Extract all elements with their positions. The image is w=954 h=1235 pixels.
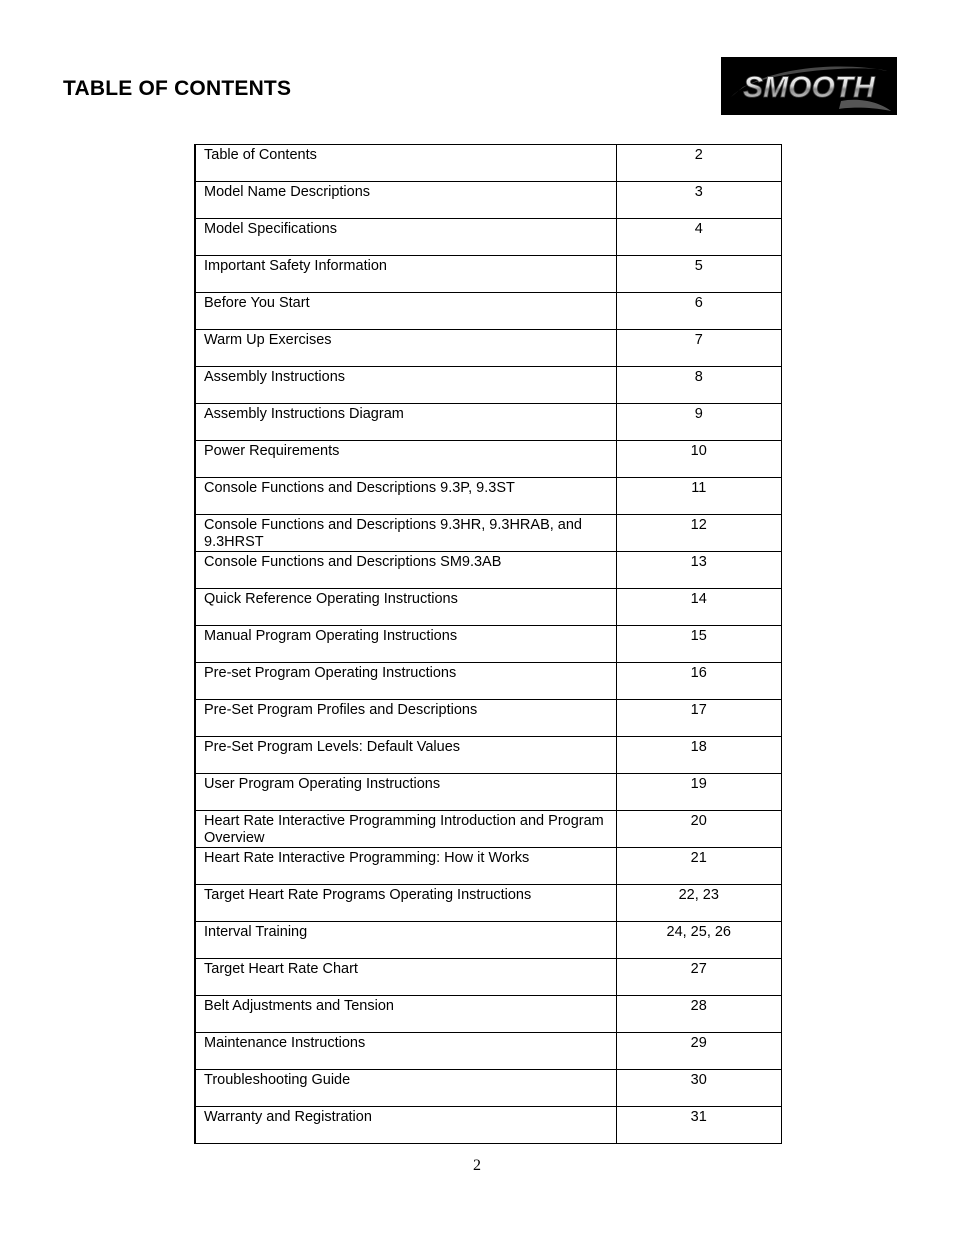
toc-entry-page: 31 [616,1107,782,1144]
toc-row [195,552,782,589]
toc-entry-page: 16 [616,663,782,700]
toc-entry-page: 7 [616,330,782,367]
toc-row [195,404,782,441]
toc-entry-title: Power Requirements [195,441,616,478]
toc-table [194,144,782,1144]
smooth-logo [721,57,897,115]
toc-entry-title: Quick Reference Operating Instructions [195,589,616,626]
toc-row [195,330,782,367]
page-title: TABLE OF CONTENTS [63,77,292,100]
toc-row [195,774,782,811]
toc-row [195,922,782,959]
toc-entry-title: User Program Operating Instructions [195,774,616,811]
toc-entry-page: 18 [616,737,782,774]
toc-row [195,1033,782,1070]
toc-row [195,367,782,404]
toc-entry-title: Important Safety Information [195,256,616,293]
toc-entry-page: 12 [616,515,782,552]
toc-row [195,293,782,330]
toc-row [195,959,782,996]
toc-entry-title: Warm Up Exercises [195,330,616,367]
toc-row [195,663,782,700]
toc-entry-title: Console Functions and Descriptions 9.3P, 9.3ST [195,478,616,515]
toc-entry-title: Before You Start [195,293,616,330]
toc-entry-page: 21 [616,848,782,885]
toc-entry-title: Pre-Set Program Profiles and Descriptions [195,700,616,737]
toc-row [195,700,782,737]
toc-row [195,145,782,182]
toc-entry-page: 13 [616,552,782,589]
toc-entry-title: Table of Contents [195,145,616,182]
toc-row [195,848,782,885]
toc-row [195,256,782,293]
toc-row [195,478,782,515]
toc-row [195,589,782,626]
logo-wordmark: SMOOTH [743,71,875,104]
smooth-logo-graphic [721,57,897,115]
toc-entry-title: Maintenance Instructions [195,1033,616,1070]
toc-entry-page: 24, 25, 26 [616,922,782,959]
toc-entry-page: 28 [616,996,782,1033]
toc-entry-title: Troubleshooting Guide [195,1070,616,1107]
toc-entry-title: Interval Training [195,922,616,959]
toc-entry-title: Target Heart Rate Chart [195,959,616,996]
toc-row [195,219,782,256]
toc-entry-page: 19 [616,774,782,811]
page-number: 2 [473,1157,481,1174]
toc-entry-title: Heart Rate Interactive Programming: How it Works [195,848,616,885]
toc-entry-page: 2 [616,145,782,182]
toc-entry-page: 6 [616,293,782,330]
toc-row [195,811,782,848]
toc-entry-title: Manual Program Operating Instructions [195,626,616,663]
toc-entry-page: 29 [616,1033,782,1070]
toc-entry-title: Heart Rate Interactive Programming Introduction and Program Overview [195,811,616,848]
toc-entry-page: 11 [616,478,782,515]
toc-row [195,996,782,1033]
toc-entry-title: Console Functions and Descriptions SM9.3AB [195,552,616,589]
toc-row [195,441,782,478]
toc-entry-page: 30 [616,1070,782,1107]
toc-row [195,626,782,663]
toc-entry-title: Assembly Instructions Diagram [195,404,616,441]
toc-entry-page: 14 [616,589,782,626]
toc-entry-page: 5 [616,256,782,293]
toc-entry-page: 3 [616,182,782,219]
toc-entry-title: Assembly Instructions [195,367,616,404]
toc-entry-page: 10 [616,441,782,478]
toc-entry-title: Target Heart Rate Programs Operating Instructions [195,885,616,922]
toc-row [195,182,782,219]
toc-entry-page: 17 [616,700,782,737]
toc-entry-page: 8 [616,367,782,404]
toc-entry-page: 20 [616,811,782,848]
toc-entry-title: Warranty and Registration [195,1107,616,1144]
toc-row [195,1107,782,1144]
toc-entry-title: Pre-set Program Operating Instructions [195,663,616,700]
toc-entry-page: 22, 23 [616,885,782,922]
toc-row [195,515,782,552]
toc-row [195,737,782,774]
toc-entry-title: Model Name Descriptions [195,182,616,219]
toc-entry-title: Belt Adjustments and Tension [195,996,616,1033]
toc-entry-title: Model Specifications [195,219,616,256]
toc-row [195,885,782,922]
toc-entry-page: 4 [616,219,782,256]
toc-entry-page: 27 [616,959,782,996]
toc-entry-title: Pre-Set Program Levels: Default Values [195,737,616,774]
toc-row [195,1070,782,1107]
toc-entry-page: 15 [616,626,782,663]
toc-entry-title: Console Functions and Descriptions 9.3HR, 9.3HRAB, and 9.3HRST [195,515,616,552]
toc-body [195,145,782,1144]
toc-entry-page: 9 [616,404,782,441]
